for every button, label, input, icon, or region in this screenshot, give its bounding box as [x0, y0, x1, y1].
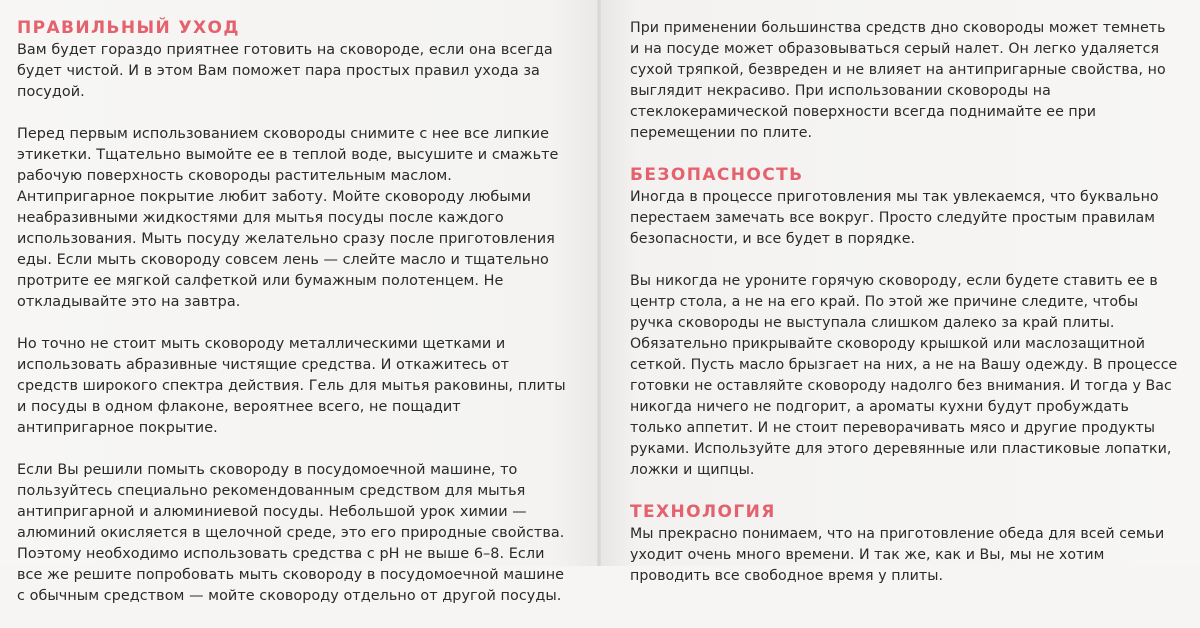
care-paragraph-1: Вам будет гораздо приятнее готовить на сковороде, если она всегда будет чистой. И в этом Вам поможет пара простых правил ухода за посудой. — [17, 42, 553, 100]
care-paragraph-continued: При применении большинства средств дно сковороды может темнеть и на посуде может образовываться серый налет. Он легко удаляется сухой тряпкой, безвреден и не влияет на антипригарные свойства, но выглядит некрасиво. При использовании сковороды на стеклокерамической поверхности всегда поднимайте ее при перемещении по плите. — [630, 20, 1166, 141]
heading-safety: БЕЗОПАСНОСТЬ — [630, 165, 804, 185]
safety-paragraph-2: Вы никогда не уроните горячую сковороду, если будете ставить ее в центр стола, а не на его край. По этой же причине следите, чтобы ручка сковороды не выступала слишком далеко за край плиты. Обязательно прикрывайте сковороду крышкой или маслозащитной сеткой. Пусть масло брызгает на них, а не на Вашу одежду. В процессе готовки не оставляйте сковороду надолго без внимания. И тогда у Вас никогда ничего не подгорит, а ароматы кухни будут пробуждать только аппетит. И не стоит переворачивать мясо и другие продукты руками. Используйте для этого деревянные или пластиковые лопатки, ложки и щипцы. — [630, 273, 1178, 478]
heading-technology: ТЕХНОЛОГИЯ — [630, 502, 776, 522]
right-column — [630, 18, 1178, 608]
care-paragraph-2: Перед первым использованием сковороды снимите с нее все липкие этикетки. Тщательно вымойте ее в теплой воде, высушите и смажьте рабочую поверхность сковороды растительным маслом. Антипригарное покрытие любит заботу. Мойте сковороду любыми неабразивными жидкостями для мытья посуды после каждого использования. Мыть посуду желательно сразу после приготовления еды. Если мыть сковороду совсем лень — слейте масло и тщательно протрите ее мягкой салфеткой или бумажным полотенцем. Не откладывайте это на завтра. — [17, 126, 559, 310]
page-gutter — [597, 0, 601, 566]
heading-care: ПРАВИЛЬНЫЙ УХОД — [17, 18, 240, 38]
left-column — [17, 18, 567, 628]
care-paragraph-4: Если Вы решили помыть сковороду в посудомоечной машине, то пользуйтесь специально рекомендованным средством для мытья антипригарной и алюминиевой посуды. Небольшой урок химии — алюминий окисляется в щелочной среде, это его природные свойства. Поэтому необходимо использовать средства с pH не выше 6–8. Если все же решите попробовать мыть сковороду в посудомоечной машине с обычным средством — мойте сковороду отдельно от другой посуды. — [17, 462, 565, 604]
technology-paragraph-1: Мы прекрасно понимаем, что на приготовление обеда для всей семьи уходит очень много времени. И так же, как и Вы, мы не хотим проводить все свободное время у плиты. — [630, 526, 1165, 584]
safety-paragraph-1: Иногда в процессе приготовления мы так увлекаемся, что буквально перестаем замечать все вокруг. Просто следуйте простым правилам безопасности, и все будет в порядке. — [630, 189, 1159, 247]
care-paragraph-3: Но точно не стоит мыть сковороду металлическими щетками и использовать абразивные чистящие средства. И откажитесь от средств широкого спектра действия. Гель для мытья раковины, плиты и посуды в одном флаконе, вероятнее всего, не пощадит антипригарное покрытие. — [17, 336, 566, 436]
